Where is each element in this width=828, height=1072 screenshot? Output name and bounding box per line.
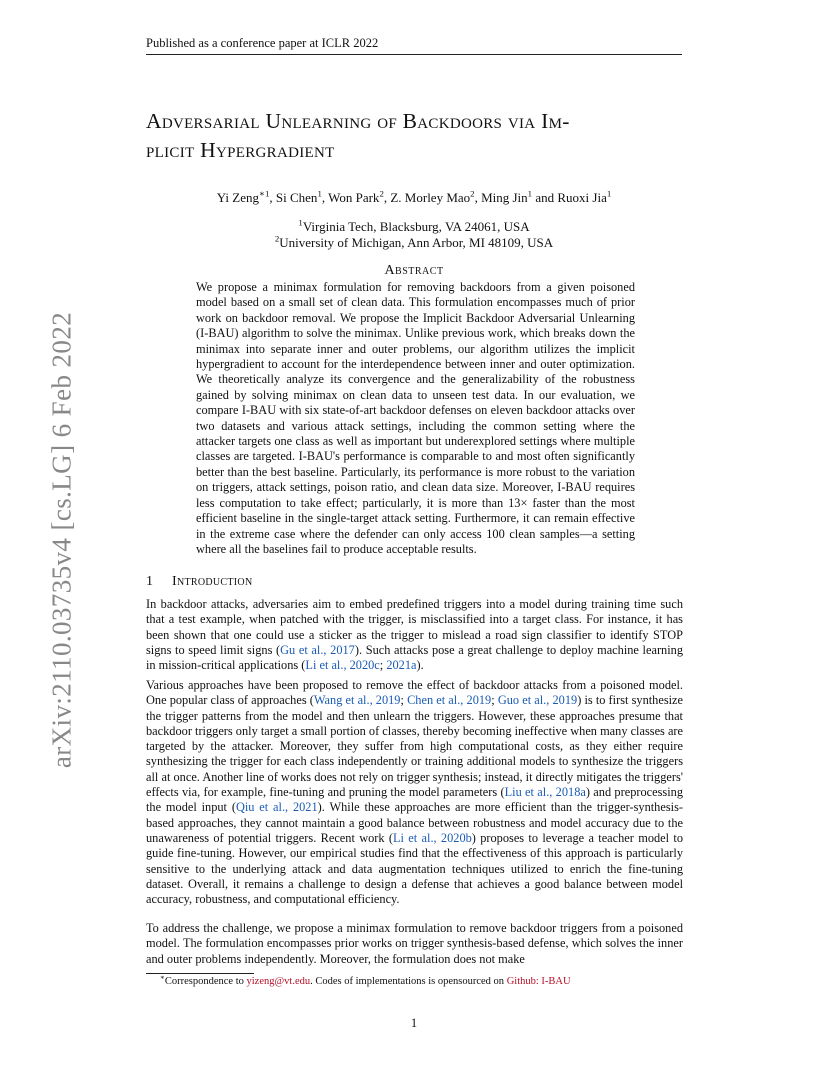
intro-paragraph-3: To address the challenge, we propose a minimax formulation to remove backdoor triggers from a poisoned model. The formulation encompasses prior works on trigger synthesis-based defense, which solves the inner and outer problems independently. Moreover, the formulation does not make: [146, 921, 683, 966]
author-name: Yi Zeng: [216, 190, 259, 205]
affiliations: [146, 219, 682, 251]
citation-link[interactable]: 2021a: [386, 658, 417, 673]
affiliation: [146, 219, 682, 235]
arxiv-stamp: [42, 311, 82, 769]
citation-link[interactable]: Chen et al., 2019: [407, 693, 492, 708]
running-header: Published as a conference paper at ICLR 2022: [146, 36, 379, 50]
citation-link[interactable]: Wang et al., 2019: [313, 693, 401, 708]
affiliation-text: University of Michigan, Ann Arbor, MI 48109, USA: [279, 235, 554, 250]
author-list: Yi Zeng$^{∗1}$, Si Chen$^1$, Won Park$^2$, Z. Morley Mao$^2$, Ming Jin$^1$ and Ruoxi Jia$^1$: [216, 188, 612, 205]
paper-title: [146, 107, 706, 165]
title-line-2: plicit Hypergradient: [146, 138, 335, 162]
author-name: Ruoxi Jia: [557, 190, 607, 205]
author-name: Ming Jin: [481, 190, 528, 205]
section-number: 1: [146, 574, 154, 589]
intro-paragraph-1: In backdoor attacks, adversaries aim to embed predefined triggers into a model during training time such that a test example, when patched with the trigger, is misclassified into a target class. For instance, it has been shown that one could use a sticker as the trigger to mislead a road sign classifier to identify STOP signs to speed limit signs (Gu et al., 2017). Such attacks pose a great challenge to deploy machine learning in mission-critical applications (Li et al., 2020c; 2021a).: [146, 597, 684, 673]
author-sup: 1: [317, 188, 322, 199]
section-heading: [146, 574, 252, 590]
citation-link[interactable]: Li et al., 2020b: [393, 830, 472, 845]
author-sup: 2: [379, 188, 384, 199]
title-line-1: Adversarial Unlearning of Backdoors via Im-: [146, 109, 570, 133]
author-sup: 1: [527, 188, 533, 199]
citation-link[interactable]: Liu et al., 2018a: [504, 785, 586, 800]
footnote: ∗Correspondence to yizeng@vt.edu. Codes of implementations is opensourced on Github: I-BAU: [160, 973, 571, 987]
section-title: Introduction: [172, 574, 253, 589]
affiliation-text: Virginia Tech, Blacksburg, VA 24061, USA: [302, 219, 530, 234]
header-rule: [146, 54, 682, 55]
author-sup: 2: [470, 188, 475, 199]
abstract-heading: Abstract: [384, 263, 444, 278]
page-number: 1: [410, 1016, 418, 1030]
citation-link[interactable]: Gu et al., 2017: [280, 642, 355, 657]
author-name: Z. Morley Mao: [390, 190, 471, 205]
affiliation-sup: 2: [274, 233, 280, 244]
affiliation: [146, 235, 682, 251]
citation-link[interactable]: Li et al., 2020c: [305, 658, 380, 673]
arxiv-id[interactable]: arXiv:2110.03735v4 [cs.LG] 6 Feb 2022: [46, 311, 77, 769]
abstract-text: We propose a minimax formulation for removing backdoors from a given poisoned model based on a small set of clean data. This formulation encompasses much of prior work on backdoor removal. We propose the Implicit Backdoor Adversarial Unlearning (I-BAU) algorithm to solve the minimax. Unlike previous work, which breaks down the minimax into separate inner and outer problems, our algorithm utilizes the implicit hypergradient to account for the interdependence between inner and outer optimization. We theoretically analyze its convergence and the generalizability of the robustness gained by solving minimax on clean data to unseen test data. In our evaluation, we compare I-BAU with six state-of-art backdoor defenses on eleven backdoor attacks over two datasets and various attack settings, including the common setting where the attacker targets one class as well as important but underexplored settings where multiple classes are targeted. I-BAU's performance is comparable to and most often significantly better than the best baseline. Particularly, its performance is more robust to the variation on triggers, attack settings, poison ratio, and clean data size. Moreover, I-BAU requires less computation to take effect; particularly, it is more than 13× faster than the most efficient baseline in the single-target attack setting. Furthermore, it can remain effective in the extreme case where the defender can only access 100 clean samples—a setting where all the baselines fail to produce acceptable results.: [196, 280, 635, 556]
citation-link[interactable]: Guo et al., 2019: [497, 693, 578, 708]
footnote-mark: ∗: [160, 973, 165, 982]
affiliation-sup: 1: [298, 217, 303, 228]
citation-link[interactable]: Qiu et al., 2021: [235, 800, 318, 815]
github-link[interactable]: Github: I-BAU: [506, 976, 571, 987]
author-sup: ∗1: [258, 188, 270, 199]
author-name: Si Chen: [275, 190, 318, 205]
author-sup: 1: [606, 188, 612, 199]
email-link[interactable]: yizeng@vt.edu: [246, 976, 311, 987]
author-name: Won Park: [328, 190, 380, 205]
intro-paragraph-2: Various approaches have been proposed to remove the effect of backdoor attacks from a poisoned model. One popular class of approaches (Wang et al., 2019; Chen et al., 2019; Guo et al., 2019) is to first synthesize the trigger patterns from the model and then unlearn the triggers. However, these approaches presume that backdoor triggers only target a small portion of classes, thereby becoming ineffective when many classes are targeted by the attacker. Moreover, they suffer from high computational costs, as they either require synthesizing the trigger for each class independently or training additional models to synthesize the triggers all at once. Another line of works does not rely on trigger synthesis; instead, it directly mitigates the triggers' effects via, for example, fine-tuning and pruning the model parameters (Liu et al., 2018a) and preprocessing the model input (Qiu et al., 2021). While these approaches are more efficient than the trigger-synthesis-based approaches, they cannot maintain a good balance between robustness and model accuracy due to the unawareness of potential triggers. Recent work (Li et al., 2020b) proposes to leverage a teacher model to guide fine-tuning. However, our empirical studies find that the effectiveness of this approach is particularly sensitive to the underlying attack and data augmentation techniques utilized to enrich the fine-tuning dataset. Overall, it remains a challenge to design a defense that achieves a good balance between model accuracy, robustness, and computational efficiency.: [146, 678, 684, 907]
